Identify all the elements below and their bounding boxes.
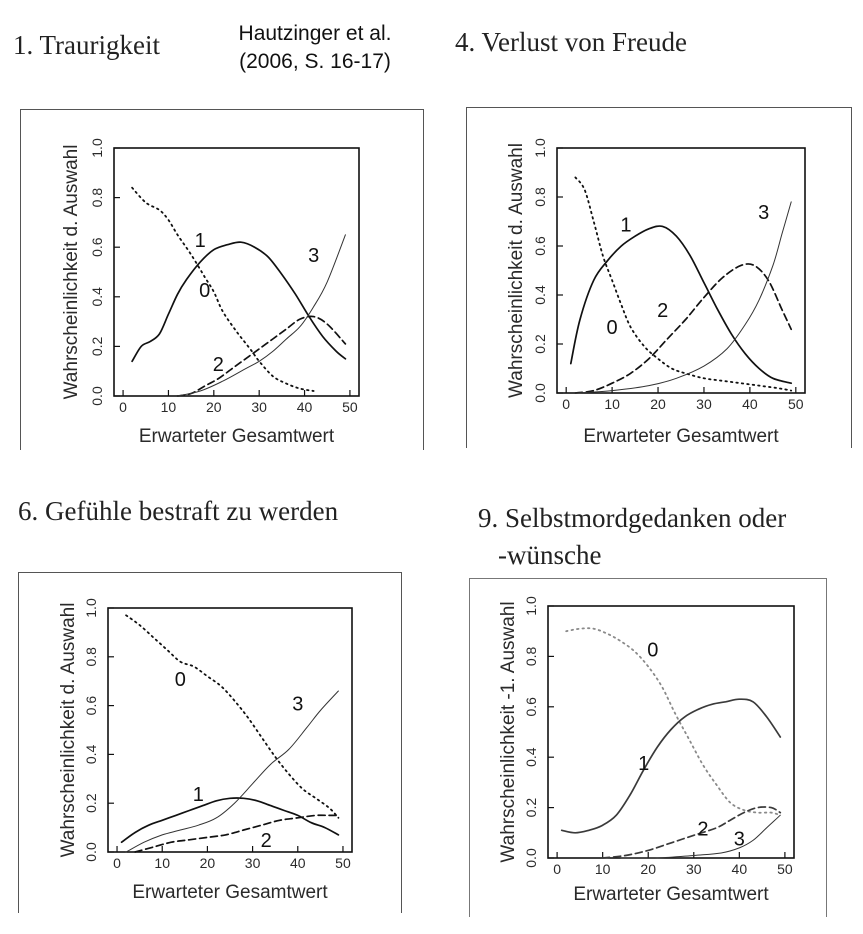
x-tick-label: 0 xyxy=(562,396,571,412)
series-label-1: 1 xyxy=(638,752,650,775)
series-label-0: 0 xyxy=(174,669,186,692)
x-tick-label: 20 xyxy=(640,861,657,877)
y-tick-label: 0.6 xyxy=(523,697,539,717)
series-label-0: 0 xyxy=(647,639,659,662)
x-tick-label: 40 xyxy=(296,399,313,415)
x-tick-label: 40 xyxy=(289,855,306,871)
x-tick-label: 40 xyxy=(731,861,748,877)
y-tick-label: 0.2 xyxy=(532,334,548,354)
y-axis-label: Wahrscheinlichkeit -1. Auswahl xyxy=(498,601,519,863)
y-tick-label: 1.0 xyxy=(532,138,548,158)
x-tick-label: 50 xyxy=(788,396,804,412)
y-tick-label: 0.6 xyxy=(532,236,548,256)
x-tick-label: 20 xyxy=(199,855,216,871)
y-tick-label: 0.2 xyxy=(523,797,539,818)
y-tick-label: 0.0 xyxy=(532,383,548,403)
y-tick-label: 1.0 xyxy=(83,598,99,618)
y-tick-label: 1.0 xyxy=(89,138,105,158)
y-tick-label: 0.8 xyxy=(532,187,548,207)
x-tick-label: 30 xyxy=(251,399,267,415)
x-tick-label: 50 xyxy=(342,399,358,415)
y-tick-label: 0.2 xyxy=(83,793,99,813)
chart-title-traurigkeit: 1. Traurigkeit xyxy=(13,30,161,60)
y-tick-label: 0.0 xyxy=(83,842,99,862)
y-tick-label: 0.8 xyxy=(89,187,105,208)
x-axis-label: Erwarteter Gesamtwert xyxy=(132,882,328,903)
series-line-1 xyxy=(562,699,781,833)
series-label-3: 3 xyxy=(292,693,304,716)
y-axis-label: Wahrscheinlichkeit d. Auswahl xyxy=(58,602,79,858)
y-tick-label: 0.0 xyxy=(89,386,105,406)
x-tick-label: 50 xyxy=(777,861,793,877)
series-line-0 xyxy=(566,628,780,815)
series-label-3: 3 xyxy=(758,202,770,225)
x-tick-label: 30 xyxy=(685,861,702,877)
x-tick-label: 0 xyxy=(113,855,121,871)
series-label-2: 2 xyxy=(260,830,272,853)
series-label-2: 2 xyxy=(657,300,669,323)
series-label-3: 3 xyxy=(308,245,320,268)
x-tick-label: 50 xyxy=(335,855,351,871)
series-label-1: 1 xyxy=(620,214,632,237)
plot-area xyxy=(548,606,794,858)
x-tick-label: 10 xyxy=(594,861,611,877)
chart-title-gefuehle-bestraft: 6. Gefühle bestraft zu werden xyxy=(18,496,339,526)
y-tick-label: 0.6 xyxy=(83,695,99,716)
y-axis-label: Wahrscheinlichkeit d. Auswahl xyxy=(506,143,527,398)
y-tick-label: 0.6 xyxy=(89,237,105,257)
x-tick-label: 20 xyxy=(650,396,666,412)
y-tick-label: 0.4 xyxy=(523,747,539,767)
series-label-0: 0 xyxy=(199,279,211,302)
series-label-2: 2 xyxy=(212,354,224,377)
series-label-2: 2 xyxy=(697,818,709,841)
chart-title-selbstmordgedanken: 9. Selbstmordgedanken oder xyxy=(478,503,787,533)
citation-year-pages: (2006, S. 16-17) xyxy=(239,50,391,73)
x-tick-label: 30 xyxy=(244,855,261,871)
series-label-1: 1 xyxy=(192,783,204,806)
y-tick-label: 1.0 xyxy=(523,596,539,616)
chart-title-selbstmordgedanken-cont: -wünsche xyxy=(498,540,602,570)
x-axis-label: Erwarteter Gesamtwert xyxy=(138,426,335,447)
y-tick-label: 0.4 xyxy=(532,285,548,305)
x-tick-label: 20 xyxy=(206,399,222,415)
y-tick-label: 0.0 xyxy=(523,848,539,868)
series-label-1: 1 xyxy=(194,230,206,253)
x-tick-label: 30 xyxy=(696,396,712,412)
x-tick-label: 10 xyxy=(154,855,171,871)
series-label-0: 0 xyxy=(606,317,618,340)
x-tick-label: 10 xyxy=(604,396,620,412)
x-axis-label: Erwarteter Gesamtwert xyxy=(583,426,779,447)
series-label-3: 3 xyxy=(733,828,745,851)
y-tick-label: 0.2 xyxy=(89,336,105,357)
citation-authors: Hautzinger et al. xyxy=(238,22,392,45)
x-tick-label: 0 xyxy=(119,399,127,415)
series-line-2 xyxy=(603,807,781,858)
y-tick-label: 0.4 xyxy=(83,744,99,765)
x-tick-label: 40 xyxy=(742,396,758,412)
y-tick-label: 0.8 xyxy=(523,646,539,667)
y-tick-label: 0.8 xyxy=(83,647,99,667)
y-tick-label: 0.4 xyxy=(89,287,105,307)
chart-title-verlust-von-freude: 4. Verlust von Freude xyxy=(455,27,687,57)
x-tick-label: 0 xyxy=(553,861,562,877)
x-axis-label: Erwarteter Gesamtwert xyxy=(573,884,769,905)
x-tick-label: 10 xyxy=(160,399,177,415)
y-axis-label: Wahrscheinlichkeit d. Auswahl xyxy=(61,144,82,400)
